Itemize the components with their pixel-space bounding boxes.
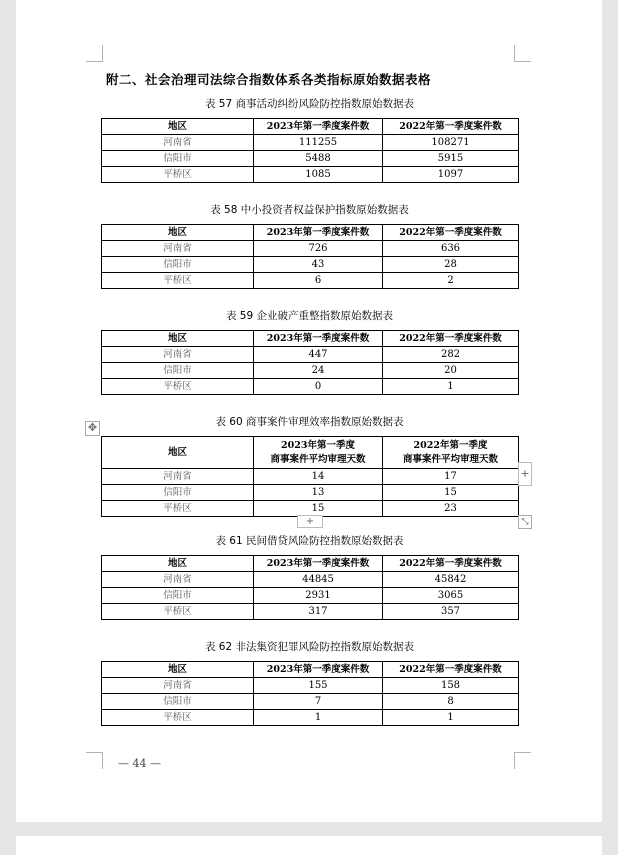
value-2022-cell: 23	[383, 501, 519, 517]
value-2022-cell: 45842	[383, 572, 519, 588]
margin-corner-top-left	[86, 45, 103, 62]
value-2022-cell: 158	[383, 678, 519, 694]
value-2022-cell: 17	[383, 469, 519, 485]
table-59-caption: 表 59 企业破产重整指数原始数据表	[225, 310, 394, 322]
region-cell: 平桥区	[102, 710, 254, 726]
table-row	[102, 241, 519, 257]
value-2023-cell: 726	[254, 241, 383, 257]
value-2023-cell: 44845	[254, 572, 383, 588]
region-cell: 河南省	[102, 135, 254, 151]
region-cell: 平桥区	[102, 379, 254, 395]
value-2023-cell: 5488	[254, 151, 383, 167]
table-62-caption: 表 62 非法集资犯罪风险防控指数原始数据表	[204, 641, 415, 653]
value-2023-cell: 1	[254, 710, 383, 726]
value-2023-cell: 111255	[254, 135, 383, 151]
table-57-caption: 表 57 商事活动纠纷风险防控指数原始数据表	[204, 98, 415, 110]
next-page-edge	[16, 836, 602, 855]
col-header-region: 地区	[102, 556, 254, 572]
col-header-region: 地区	[102, 119, 254, 135]
col-header-region: 地区	[102, 662, 254, 678]
table-row	[102, 167, 519, 183]
value-2023-cell: 1085	[254, 167, 383, 183]
col-header-2023: 2023年第一季度案件数	[254, 331, 383, 347]
value-2023-cell: 317	[254, 604, 383, 620]
value-2022-cell: 108271	[383, 135, 519, 151]
value-2022-cell: 3065	[383, 588, 519, 604]
region-cell: 河南省	[102, 469, 254, 485]
table-row	[102, 588, 519, 604]
table-61[interactable]	[101, 555, 519, 620]
table-resize-handle-icon[interactable]: ⤡	[518, 515, 532, 529]
col-header-2022: 2022年第一季度案件数	[383, 119, 519, 135]
col-header-2023: 2023年第一季度案件数	[254, 662, 383, 678]
table-row	[102, 347, 519, 363]
region-cell: 信阳市	[102, 588, 254, 604]
table-61-caption: 表 61 民间借贷风险防控指数原始数据表	[215, 535, 404, 547]
table-row	[102, 135, 519, 151]
value-2022-cell: 5915	[383, 151, 519, 167]
margin-corner-bottom-right	[514, 752, 531, 769]
col-header-2023: 2023年第一季度案件数	[254, 225, 383, 241]
table-row	[102, 678, 519, 694]
region-cell: 信阳市	[102, 485, 254, 501]
value-2023-cell: 447	[254, 347, 383, 363]
header-line-2: 商事案件平均审理天数	[402, 453, 498, 465]
region-cell: 信阳市	[102, 257, 254, 273]
table-row	[102, 257, 519, 273]
value-2023-cell: 14	[254, 469, 383, 485]
table-62[interactable]	[101, 661, 519, 726]
table-row	[102, 604, 519, 620]
col-header-2022-avg-days	[383, 437, 519, 469]
value-2022-cell: 20	[383, 363, 519, 379]
region-cell: 河南省	[102, 572, 254, 588]
region-cell: 河南省	[102, 241, 254, 257]
col-header-2023: 2023年第一季度案件数	[254, 119, 383, 135]
page-number: — 44 —	[118, 757, 161, 770]
table-row	[102, 485, 519, 501]
value-2023-cell: 43	[254, 257, 383, 273]
header-line-1: 2023年第一季度	[281, 439, 355, 451]
region-cell: 信阳市	[102, 694, 254, 710]
table-60[interactable]	[101, 436, 519, 517]
value-2022-cell: 357	[383, 604, 519, 620]
col-header-region: 地区	[102, 437, 254, 469]
appendix-heading: 附二、社会治理司法综合指数体系各类指标原始数据表格	[106, 72, 432, 87]
col-header-2022: 2022年第一季度案件数	[383, 331, 519, 347]
col-header-region: 地区	[102, 331, 254, 347]
add-row-button[interactable]: +	[297, 515, 323, 528]
header-line-2: 商事案件平均审理天数	[270, 453, 366, 465]
value-2023-cell: 0	[254, 379, 383, 395]
region-cell: 平桥区	[102, 273, 254, 289]
value-2022-cell: 1	[383, 710, 519, 726]
table-59[interactable]	[101, 330, 519, 395]
region-cell: 平桥区	[102, 604, 254, 620]
value-2022-cell: 1097	[383, 167, 519, 183]
table-row	[102, 469, 519, 485]
col-header-2023-avg-days	[254, 437, 383, 469]
table-60-caption: 表 60 商事案件审理效率指数原始数据表	[215, 416, 404, 428]
value-2023-cell: 155	[254, 678, 383, 694]
region-cell: 信阳市	[102, 151, 254, 167]
value-2023-cell: 6	[254, 273, 383, 289]
table-row	[102, 379, 519, 395]
table-58-caption: 表 58 中小投资者权益保护指数原始数据表	[210, 204, 409, 216]
value-2022-cell: 8	[383, 694, 519, 710]
table-row	[102, 572, 519, 588]
value-2022-cell: 1	[383, 379, 519, 395]
add-column-button[interactable]: +	[518, 462, 532, 486]
region-cell: 平桥区	[102, 501, 254, 517]
margin-corner-bottom-left	[86, 752, 103, 769]
region-cell: 河南省	[102, 347, 254, 363]
region-cell: 河南省	[102, 678, 254, 694]
value-2023-cell: 13	[254, 485, 383, 501]
table-move-handle-icon[interactable]: ✥	[85, 421, 100, 436]
table-row	[102, 710, 519, 726]
col-header-2022: 2022年第一季度案件数	[383, 662, 519, 678]
table-57[interactable]	[101, 118, 519, 183]
value-2023-cell: 7	[254, 694, 383, 710]
table-row	[102, 363, 519, 379]
value-2022-cell: 282	[383, 347, 519, 363]
table-row	[102, 694, 519, 710]
col-header-2022: 2022年第一季度案件数	[383, 225, 519, 241]
table-row	[102, 151, 519, 167]
table-58[interactable]	[101, 224, 519, 289]
value-2023-cell: 15	[254, 501, 383, 517]
value-2022-cell: 15	[383, 485, 519, 501]
value-2022-cell: 2	[383, 273, 519, 289]
value-2022-cell: 28	[383, 257, 519, 273]
region-cell: 平桥区	[102, 167, 254, 183]
value-2023-cell: 24	[254, 363, 383, 379]
value-2023-cell: 2931	[254, 588, 383, 604]
col-header-2023: 2023年第一季度案件数	[254, 556, 383, 572]
region-cell: 信阳市	[102, 363, 254, 379]
margin-corner-top-right	[514, 45, 531, 62]
col-header-region: 地区	[102, 225, 254, 241]
header-line-1: 2022年第一季度	[413, 439, 488, 451]
table-row	[102, 273, 519, 289]
value-2022-cell: 636	[383, 241, 519, 257]
col-header-2022: 2022年第一季度案件数	[383, 556, 519, 572]
